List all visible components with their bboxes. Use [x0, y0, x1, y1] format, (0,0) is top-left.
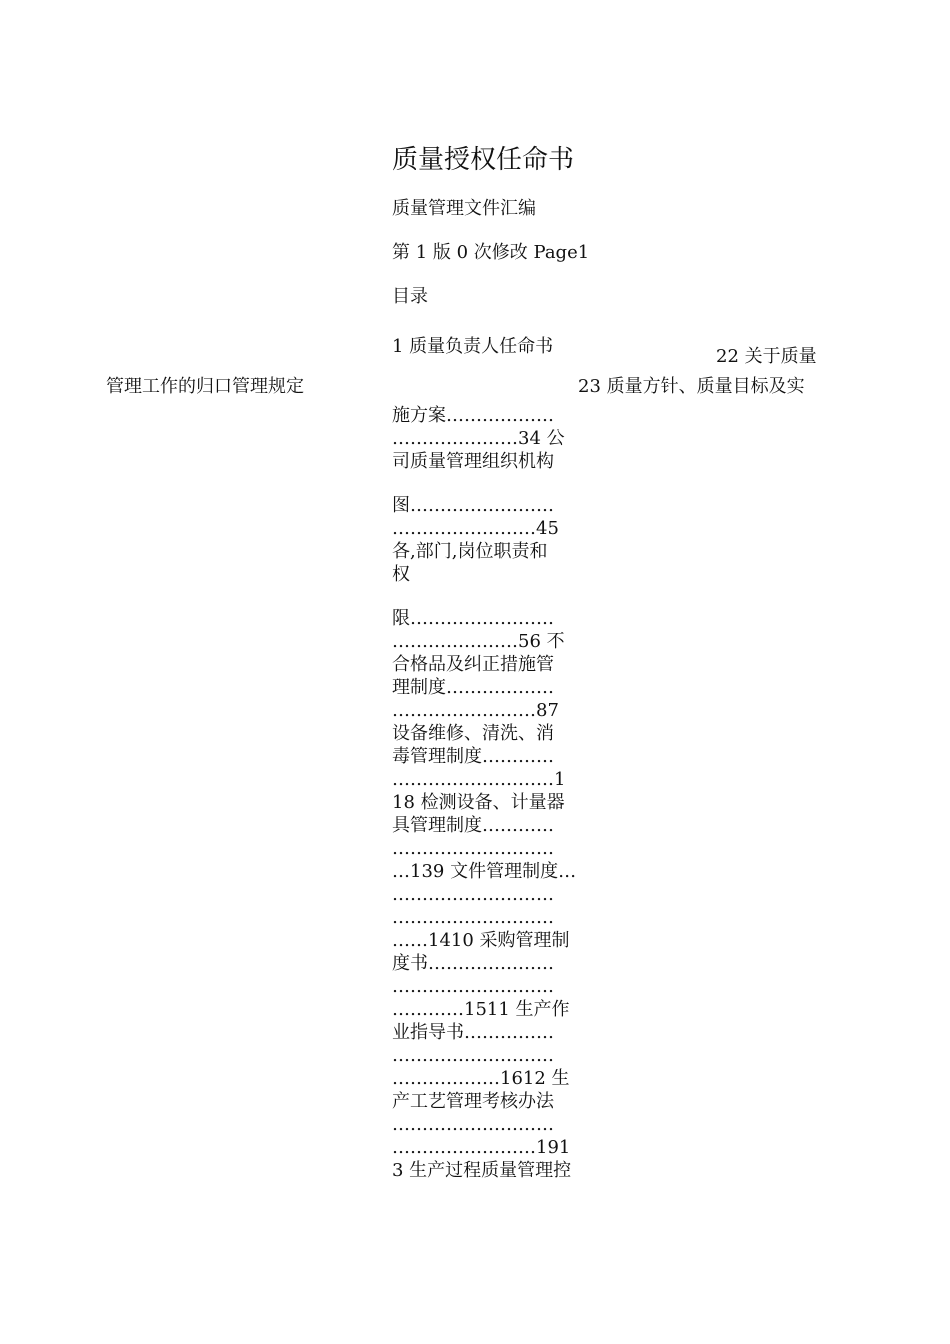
toc-line: ………………………: [392, 1045, 554, 1066]
toc-line: 产工艺管理考核办法: [392, 1091, 554, 1112]
toc-line: ………………………: [392, 838, 554, 859]
toc-line: 各,部门,岗位职责和: [392, 541, 548, 562]
toc-line: ………………………: [392, 884, 554, 905]
toc-line: 18 检测设备、计量器: [392, 792, 565, 813]
document-subtitle: 质量管理文件汇编: [392, 198, 536, 219]
toc-line: 理制度………………: [392, 677, 554, 698]
toc-line: …………1511 生产作: [392, 999, 570, 1020]
toc-line: 权: [392, 564, 410, 585]
toc-line: ……………………87: [392, 700, 559, 721]
toc-line: …………………34 公: [392, 428, 565, 449]
toc-line: ………………1612 生: [392, 1068, 570, 1089]
toc-line: 司质量管理组织机构: [392, 451, 554, 472]
toc-line: ……………………45: [392, 518, 559, 539]
toc-entry-continuation: 管理工作的归口管理规定: [106, 376, 304, 397]
toc-line: ……1410 采购管理制: [392, 930, 570, 951]
toc-entry-clipped: 22 关于质量: [716, 346, 817, 367]
document-title: 质量授权任命书: [392, 145, 575, 175]
toc-line: 3 生产过程质量管理控: [392, 1160, 572, 1181]
toc-line: ………………………: [392, 1114, 554, 1135]
toc-line: 设备维修、清洗、消: [392, 723, 554, 744]
toc-line: …139 文件管理制度…: [392, 861, 577, 882]
toc-line: ………………………1: [392, 769, 566, 790]
toc-line: ………………………: [392, 907, 554, 928]
toc-line: 施方案………………: [392, 405, 554, 426]
toc-line: …………………56 不: [392, 631, 565, 652]
toc-entry-first: 1 质量负责人任命书: [392, 336, 554, 357]
toc-entry-quality-policy: 23 质量方针、质量目标及实: [578, 376, 805, 397]
toc-line: 图……………………: [392, 495, 554, 516]
toc-line: ……………………191: [392, 1137, 571, 1158]
toc-line: 业指导书……………: [392, 1022, 554, 1043]
toc-line: ………………………: [392, 976, 554, 997]
document-version: 第 1 版 0 次修改 Page1: [392, 242, 590, 263]
toc-line: 限……………………: [392, 608, 554, 629]
toc-line: 具管理制度…………: [392, 815, 554, 836]
toc-line: 合格品及纠正措施管: [392, 654, 554, 675]
toc-line: 毒管理制度…………: [392, 746, 554, 767]
toc-line: 度书…………………: [392, 953, 554, 974]
toc-heading: 目录: [392, 286, 428, 307]
toc-column: [392, 404, 592, 1182]
